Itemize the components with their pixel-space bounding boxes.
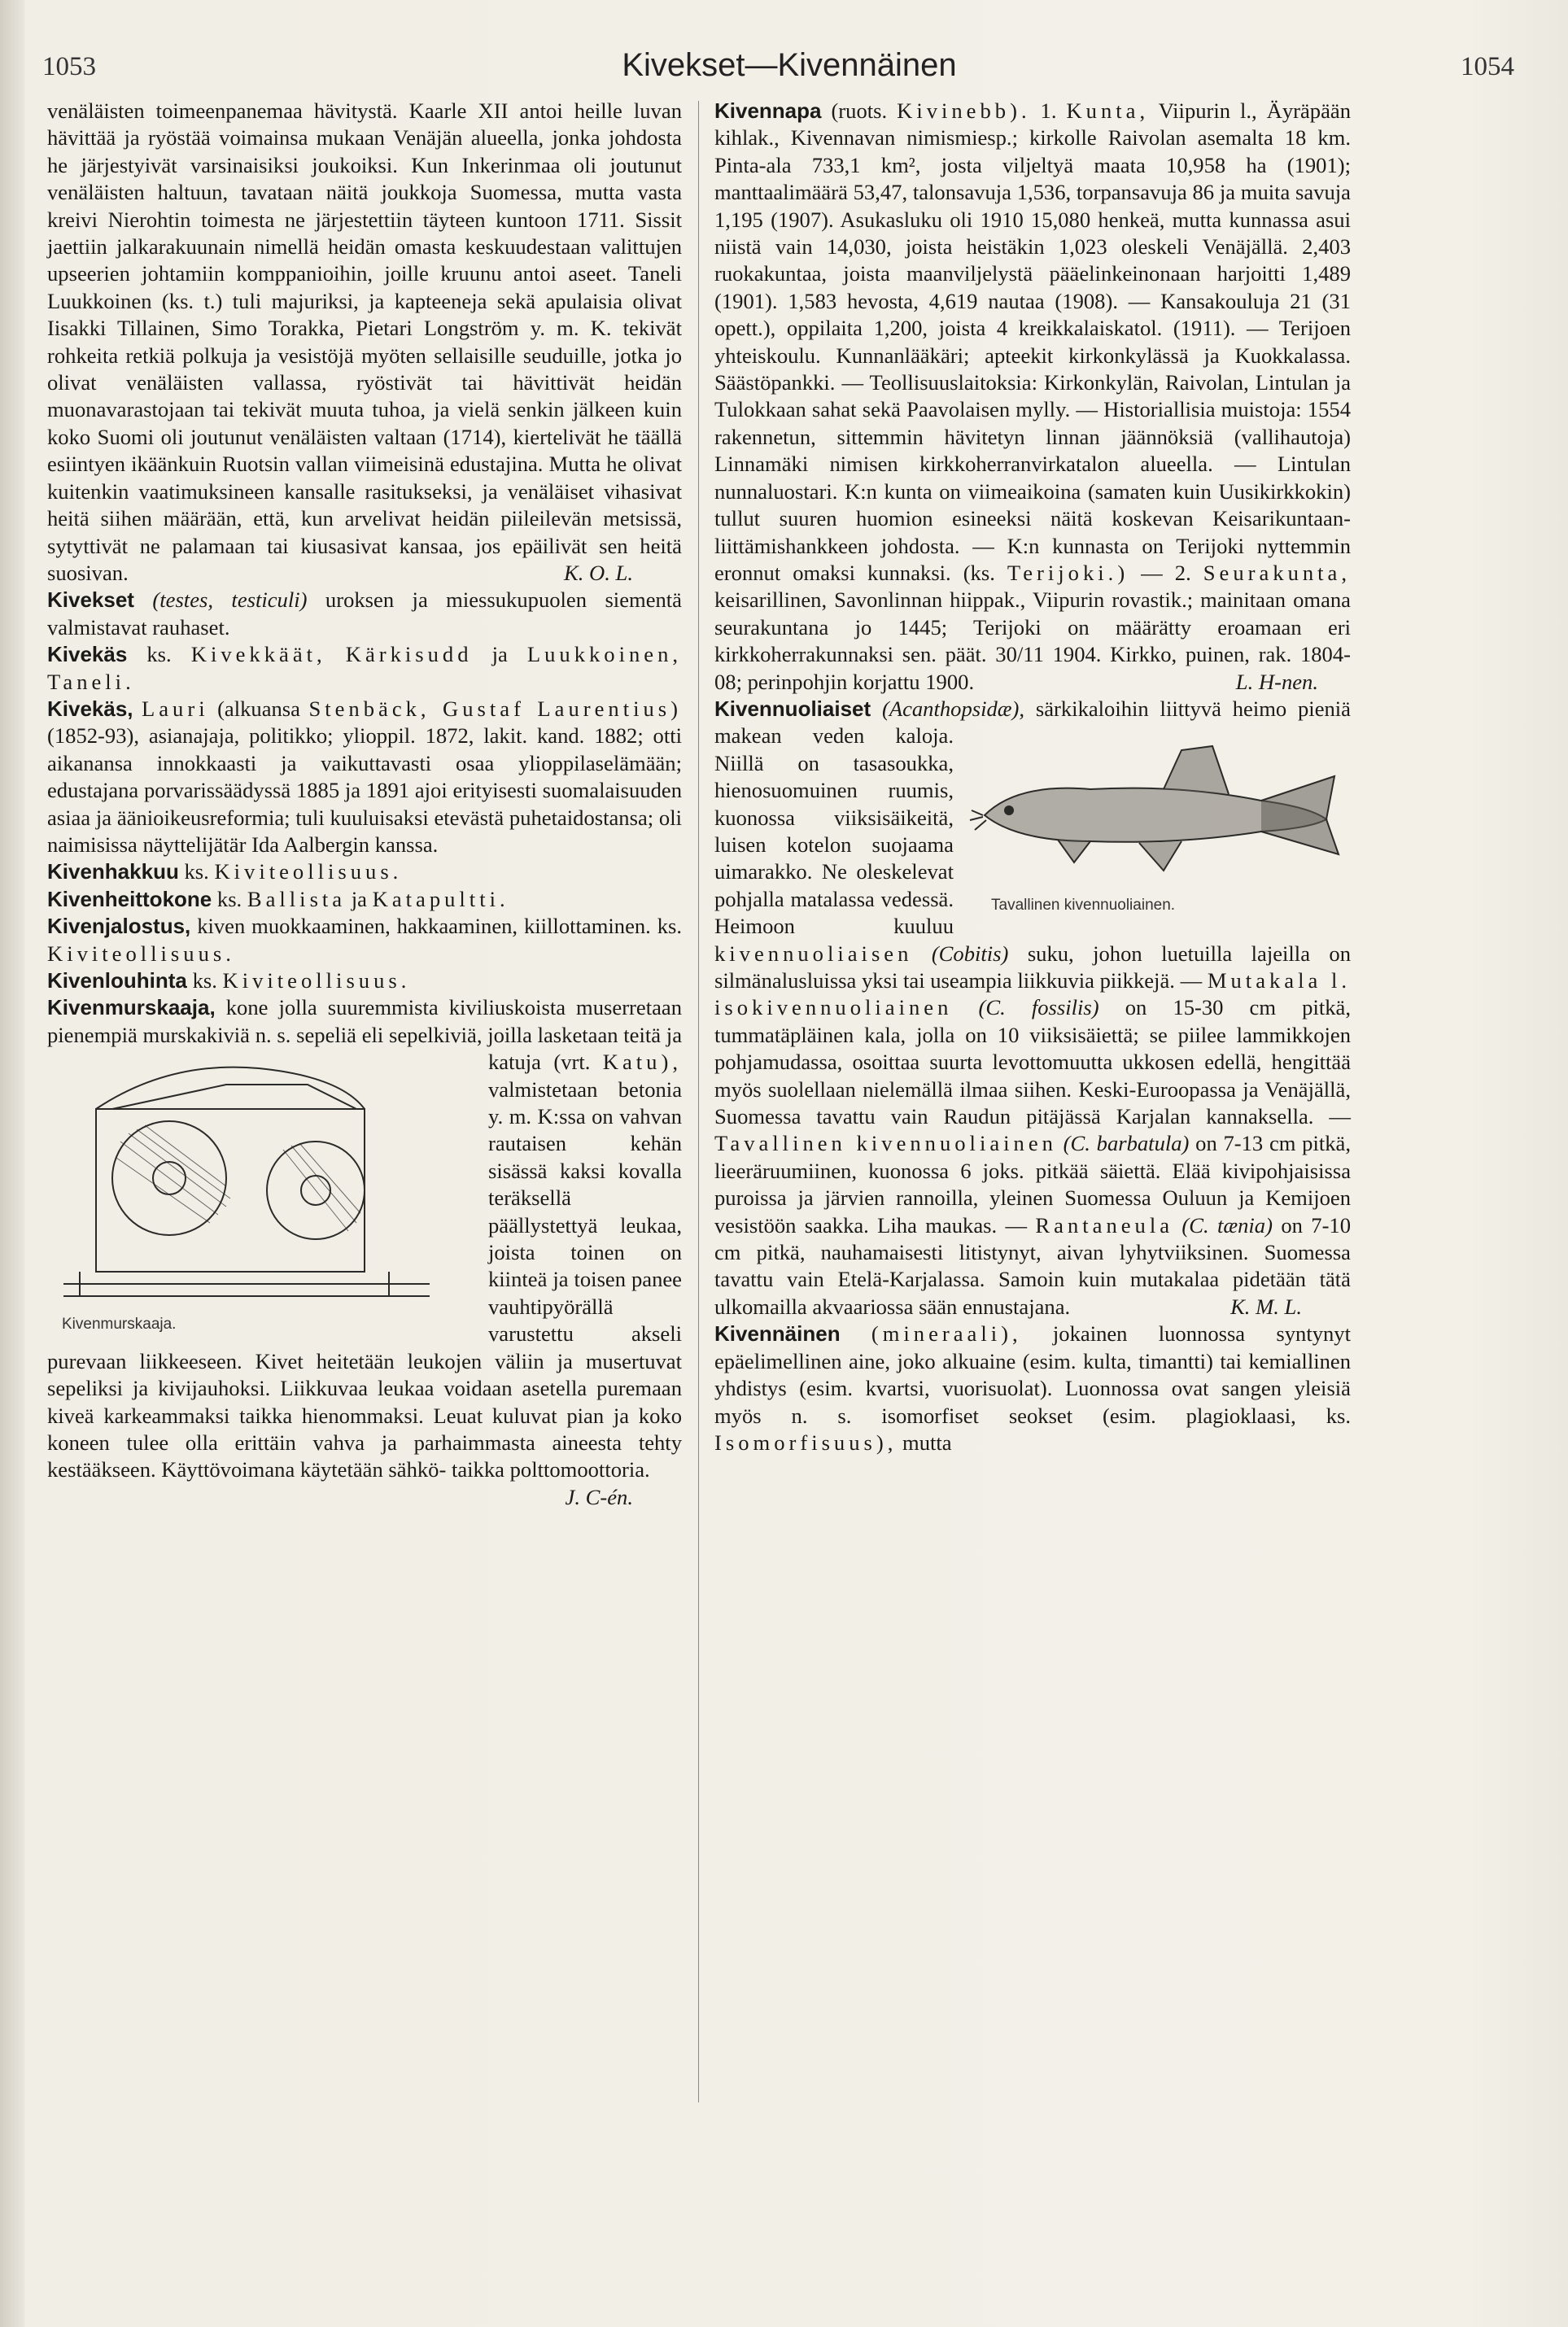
cross-reference: Kärkisudd (345, 642, 473, 667)
see-label: ks. (192, 968, 217, 993)
page-number-right: 1054 (1461, 52, 1514, 81)
headword: Kivennäinen (714, 1321, 841, 1347)
entry-kivenmurskaaja (47, 994, 682, 1483)
entry-text: suku, johon luetuilla lajeilla on silmänalusluissa yksi tai useampia liikkuvia piikkejä. — (714, 941, 1352, 993)
cross-reference: Luukkoinen, Taneli. (47, 642, 683, 694)
signature: K. O. L. (564, 560, 633, 585)
see-label: ks. (216, 886, 242, 911)
latin-term: (C. barbatula) (1063, 1131, 1190, 1156)
running-head: Kivekset—Kivennäinen (622, 47, 957, 83)
headword: Kivekäs, (47, 696, 133, 721)
cross-reference: Katapultti. (372, 886, 509, 911)
left-column (47, 98, 682, 1511)
headword: Kivenjalostus, (47, 914, 191, 939)
stone-crusher-figure (47, 1052, 470, 1337)
headword: Kivennuoliaiset (714, 696, 871, 721)
entry-text: keisarillinen, Savonlinnan hiippak., Viipurin rovastik.; mainitaan omana seurakuntana jo 1445; Terijoki on määrätty eroamaan eri kirkkoherrakunnaksi sen. päät. 30/11 1904. Kirkko, puinen, rak. 1804-08; perinpohjin korjattu 1900. (714, 587, 1351, 694)
entry-kivekas-1 (47, 641, 682, 696)
signature-line (47, 1484, 682, 1511)
figure-caption: Kivenmurskaaja. (62, 1316, 177, 1334)
column-divider (698, 101, 699, 2102)
cross-reference: Rantaneula (1035, 1212, 1174, 1238)
latin-term: (C. tænia) (1181, 1212, 1273, 1238)
entry-kivennainen (714, 1321, 1351, 1456)
headword: Kivenmurskaaja, (47, 995, 216, 1020)
cross-reference: Kiviteollisuus. (214, 859, 403, 884)
see-label: ks. (184, 859, 209, 884)
headword: Kivenlouhinta (47, 968, 187, 993)
entry-text: särkikaloihin liittyvä heimo pieniä makean veden kaloja. Niillä on tasasoukka, hienosuomuinen ruumis, kuonossa viiksisäikeitä, luisen kotelon suojaama uimarakko. Ne oleskelevat pohjalla matalassa vedessä. Heimoon kuuluu (714, 696, 1351, 939)
figure-caption: Tavallinen kivennuoliainen. (991, 897, 1176, 915)
entry-text: jokainen luonnossa syntynyt epäelimellinen aine, joko alkuaine (esim. kulta, timantti) tai kemiallinen yhdistys (esim. kvartsi, vuorisuolat). Luonnossa ovat sangen yleisiä myös n. s. isomorfiset seokset (esim. plagioklaasi, ks. (714, 1321, 1351, 1428)
swedish-name: Kivinebb). (897, 98, 1031, 123)
section-label: Kunta, (1066, 98, 1150, 123)
cross-reference: Katu), (602, 1050, 682, 1075)
entry-kivekas-2 (47, 696, 682, 858)
right-column (714, 98, 1351, 1456)
first-name: Lauri (142, 696, 209, 721)
entry-text: (alkuansa (217, 696, 300, 721)
entry-text: mutta (902, 1430, 952, 1455)
section-label: Seurakunta, (1203, 560, 1352, 585)
cross-reference: Kiviteollisuus. (222, 968, 411, 993)
latin-term: (testes, testiculi) (152, 587, 308, 613)
book-binding-edge (0, 0, 24, 2327)
headword: Kivekäs (47, 642, 128, 667)
cross-reference: Terijoki.) (1007, 560, 1129, 585)
latin-term: (C. fossilis) (978, 995, 1099, 1020)
entry-kivennapa (714, 98, 1351, 696)
entry-text: (1852-93), asianajaja, politikko; ylioppil. 1872, lakit. kand. 1882; otti aikanansa innokkaasti ja vaikuttavasti osaa ylioppilaselämään; edustajana porvarissäädyssä 1885 ja 1891 ajoi erityisesti suomalaisuuden asiaa ja äänioikeusreformia; tuli kuuluisaksi etevästä puhetaidostansa; oli naimisissa näyttelijätär Ida Aalbergin kanssa. (47, 723, 682, 857)
see-label: ks. (146, 642, 172, 667)
headword: Kivenhakkuu (47, 859, 179, 884)
cross-reference: (mineraali), (871, 1321, 1022, 1347)
page-number-left: 1053 (42, 52, 96, 81)
cross-reference: Kiviteollisuus. (47, 941, 235, 966)
signature: L. H-nen. (1235, 669, 1318, 694)
cross-reference: Kivekkäät, (190, 642, 326, 667)
entry-text: valmistetaan betonia y. m. K:ssa on vahvan rautaisen kehän sisässä kaksi kovalla teräksellä päällystettyä leukaa, joista toinen on kiinteä ja toisen panee vauhtipyörällä varustettu akseli purevaan liikkeeseen. Kivet heitetään leukojen väliin ja musertuvat sepeliksi ja kivijauhoksi. Liikkuvaa leukaa voidaan asetella puremaan kiveä karkeammaksi taikka hienommaksi. Leuat kuluvat pian ja koko koneen tulee olla erittäin vahva ja parhaimmasta aineesta tehty kestääkseen. Käyttövoimana käytetään sähkö- taikka polttomoottoria. (47, 1076, 682, 1482)
cross-reference: Ballista (247, 886, 347, 911)
cross-reference: Isomorfisuus), (714, 1430, 898, 1455)
sissit-continuation (47, 98, 682, 587)
headword: Kivekset (47, 587, 134, 613)
fish-illustration (968, 726, 1351, 888)
section-number: 1. (1040, 98, 1057, 123)
cross-reference: kivennuoliaisen (714, 941, 913, 966)
entry-kivenhakkuu (47, 858, 682, 885)
entry-text: on 7-10 cm pitkä, nauhamaisesti litistynyt, aivan lyhytviiksinen. Suomessa tavattu vain Etelä-Karjalassa. Samoin kuin mutakalaa pidetään tätä ulkomailla akvaariossa sään ennustajana. (714, 1212, 1352, 1319)
entry-text: on 15-30 cm pitkä, tummatäpläinen kala, jolla on 10 viiksisäiettä; se piilee lammikkojen pohjamudassa, osoittaa suurta levottomuutta ukkosen edellä, hengittää myös suolellaan nielemällä ilmaa siihen. Keski-Euroopassa ja Venäjällä, Suomessa tavattu vain Raudun pitäjässä Karjalan kannaksella. — (714, 995, 1351, 1129)
headword: Kivennapa (714, 98, 822, 123)
signature: J. C-én. (565, 1484, 633, 1509)
section-number: 2. (1174, 560, 1191, 585)
signature: K. M. L. (1230, 1294, 1302, 1319)
headword: Kivenheittokone (47, 886, 212, 911)
entry-text: kone jolla suuremmista kiviliuskoista muserretaan pienempiä murskakiviä n. s. sepeliä eli sepelkiviä, joilla lasketaan teitä ja katuja (vrt. (47, 995, 682, 1075)
original-name: Stenbäck, Gustaf Laurentius) (308, 696, 682, 721)
fish-figure (968, 726, 1351, 913)
latin-term: (Acanthopsidæ), (881, 696, 1025, 721)
entry-text: (ruots. (831, 98, 888, 123)
entry-kivekset (47, 587, 682, 641)
entry-kivenjalostus (47, 913, 682, 967)
conjunction: ja (491, 642, 508, 667)
stone-crusher-illustration (47, 1052, 470, 1337)
entry-kivenlouhinta (47, 967, 682, 994)
dash: — (1141, 560, 1163, 585)
entry-text: uroksen ja miessukupuolen siementä valmistavat rauhaset. (47, 587, 682, 640)
conjunction: ja (351, 886, 367, 911)
cross-reference: Mutakala l. isokivennuoliainen (714, 968, 1351, 1020)
sissit-text: venäläisten toimeenpanemaa hävitystä. Kaarle XII antoi heille luvan hävittää ja ryöstää voimainsa mukaan Venäjän alueella, jonka johdosta he järjestyivät varsinaisiksi joukoiksi. Kun Inkerinmaa oli joutunut venäläisten haltuun, tavataan näitä joukkoja Suomessa, mutta vasta kreivi Nierohtin toimesta ne järjestettiin täyteen kuntoon 1711. Sissit jaettiin jalkarakuunain nimellä heidän omasta keskuudestaan valittujen upseerien johtamiin komppanioihin, joille kruunu antoi aseet. Taneli Luukkoinen (ks. t.) tuli majuriksi, ja kapteeneja sekä apulaisia olivat Iisakki Tillainen, Simo Torakka, Pietari Longström y. m. K. tekivät rohkeita retkiä polkuja ja vesistöjä myöten sellaisille seuduille, jotka jo olivat venäläisten vallassa, ryöstivät tai hävittivät heidän muonavarastojaan tai tekivät muuta tuhoa, ja vielä senkin jälkeen kuin koko Suomi oli joutunut venäläisten valtaan (1714), kiertelivät he täällä esiintyen ikäänkuin Ruotsin vallan viimeisinä edustajina. Mutta he olivat kuitenkin vaatimuksineen kansalle rasitukseksi, ja venäläiset vihasivat heitä siihen määrään, että, kun arvelivat heidän piileilevän metsissä, sytyttivät ne palamaan tai kiusasivat kansaa, jos epäilivät sen heitä suosivan. (47, 98, 682, 585)
entry-kivennuoliaiset (714, 696, 1351, 1321)
entry-kivenheittokone (47, 886, 682, 913)
latin-term: (Cobitis) (931, 941, 1009, 966)
cross-reference: Tavallinen kivennuoliainen (714, 1131, 1057, 1156)
entry-text: on 7-13 cm pitkä, lieeräruumiinen, kuonossa 6 joks. pitkää säiettä. Elää kivipohjaisissa puroissa ja järvien rannoilla, yleinen Suomessa Ouluun ja Kemijoen vesistöön saakka. Liha maukas. — (714, 1131, 1352, 1238)
entry-text: Viipurin l., Äyräpään kihlak., Kivennavan nimismiesp.; kirkolle Raivolan asemalta 18 km. Pinta-ala 733,1 km², josta viljeltyä maata 10,958 ha (1901); manttaalimäärä 53,47, talonsavuja 1,536, torpansavuja 86 ja muita savuja 1,195 (1907). Asukasluku oli 1910 15,080 henkeä, mutta kunnassa asui niistä vain 14,030, joista heistäkin 1,023 oleskeli Venäjällä. 2,403 ruokakuntaa, joista maanviljelystä pääelinkeinonaan harjoitti 1,489 (1901). 1,583 hevosta, 4,619 nautaa (1908). — Kansakouluja 21 (31 opett.), oppilaita 1,200, joista 4 kreikkalaiskatol. (1911). — Terijoen yhteiskoulu. Kunnanlääkäri; apteekit kirkonkylässä ja Kuokkalassa. Säästöpankki. — Teollisuuslaitoksia: Kirkonkylän, Raivolan, Lintulan ja Tulokkaan sahat sekä Paavolaisen mylly. — Historiallisia muistoja: 1554 rakennetun, sittemmin hävitetyn linnan jäännöksiä (vallihautoja) Linnamäki nimisen kirkkoherranvirkatalon alueella. — Lintulan nunnaluostari. K:n kunta on viimeaikoina (samaten kuin Uusikirkkokin) tullut suuren huomion esineeksi näitä koskevan Keisarikuntaan-liittämishankkeen johdosta. — K:n kunnasta on Terijoki nyttemmin eronnut omaksi kunnaksi. (ks. (714, 98, 1352, 585)
entry-text: kiven muokkaaminen, hakkaaminen, kiillottaminen. ks. (197, 914, 683, 939)
